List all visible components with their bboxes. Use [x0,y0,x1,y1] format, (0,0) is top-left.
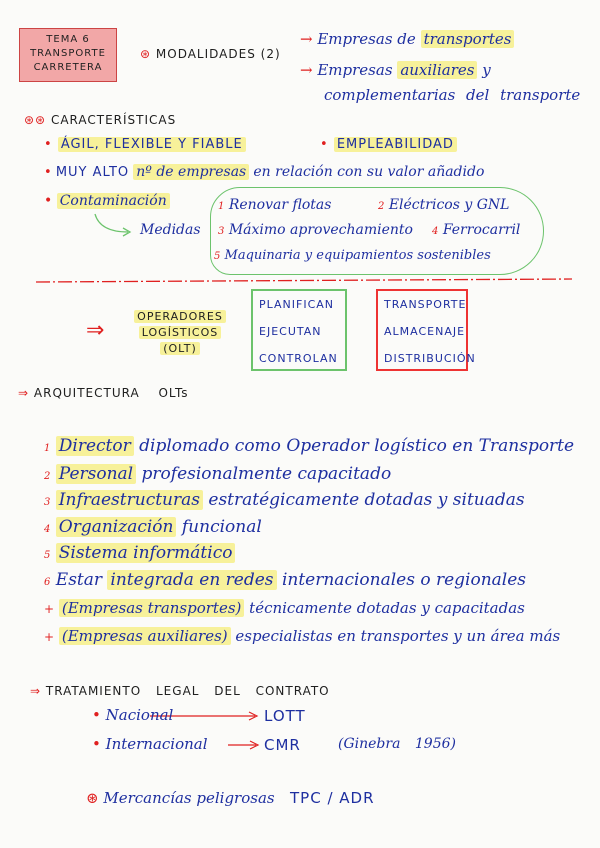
mercancias-label: Mercancías peligrosas [103,789,275,807]
red-box-item: TRANSPORTE [384,298,467,311]
modalidad-highlight: auxiliares [397,61,477,79]
operadores-arrow-icon: ⇒ [86,318,105,343]
car-text: EMPLEABILIDAD [334,137,457,152]
trat-item-2 [92,735,208,753]
arq-item-3 [44,490,525,510]
mercancias-code: TPC / ADR [290,789,375,807]
trat-code-1: LOTT [264,707,306,725]
title-line-2: TRANSPORTE [30,48,106,59]
bullet-dot-icon: • [320,137,329,152]
trat-label: Internacional [105,735,208,753]
star-bullet-icon: ⊛ [140,47,152,61]
arq-text: diplomado como Operador logístico en Transporte [139,436,575,456]
mercancias-row [86,789,275,807]
car-text: Contaminación [57,193,170,209]
trat-item-1 [92,706,173,724]
arrow-icon: → [300,61,313,79]
medida-text: Maquinaria y equipamientos sostenibles [224,248,491,263]
medida-text: Eléctricos y GNL [388,197,510,213]
bullet-dot-icon: • [92,735,101,753]
arq-highlight: Director [56,436,134,456]
arquitectura-label: ARQUITECTURA OLTs [33,386,189,400]
arq-text: Estar [55,570,103,590]
arq-num: 6 [44,577,51,588]
operadores-label [130,309,230,357]
star-bullet-icon: ⊛⊛ [24,113,47,127]
arq-item-7 [44,599,525,617]
arq-item-8 [44,627,560,645]
green-box-item: EJECUTAN [259,325,322,338]
arrow-icon: → [300,30,313,48]
car-text: ÁGIL, FLEXIBLE Y FIABLE [58,137,246,152]
bullet-dot-icon: • [92,706,101,724]
operadores-line: OPERADORES [134,310,226,323]
arquitectura-heading [18,386,189,400]
medida-num: 5 [214,251,221,262]
plus-icon: + [44,630,55,644]
tratamiento-label: TRATAMIENTO LEGAL DEL CONTRATO [45,684,330,698]
medida-num: 2 [378,201,385,212]
medida-text: Ferrocarril [442,222,521,238]
arq-num: 1 [44,443,51,454]
operadores-line: (OLT) [160,342,200,355]
bullet-dot-icon: • [44,137,53,152]
medida-num: 1 [218,201,225,212]
arq-item-4 [44,517,262,537]
arq-num: 3 [44,497,51,508]
arq-text: estratégicamente dotadas y situadas [208,490,525,510]
red-box-item: ALMACENAJE [384,325,466,338]
modalidad-text: y [482,61,491,79]
arq-highlight: integrada en redes [107,570,276,590]
plus-icon: + [44,602,55,616]
operadores-line: LOGÍSTICOS [139,326,221,339]
arq-text: profesionalmente capacitado [141,464,392,484]
arq-highlight: Sistema informático [56,543,236,563]
modalidad-text: Empresas de [317,30,416,48]
arrow-icon: ⇒ [18,386,30,400]
modalidades-label: MODALIDADES (2) [155,47,281,61]
bullet-dot-icon: • [44,165,52,180]
arq-item-1 [44,436,574,456]
car-text: en relación con su valor añadido [253,164,485,180]
green-box-item: PLANIFICAN [259,298,335,311]
arq-highlight: Infraestructuras [56,490,203,510]
tratamiento-heading [30,684,330,698]
arq-text: técnicamente dotadas y capacitadas [249,599,525,617]
green-box [251,289,347,371]
arq-text: internacionales o regionales [281,570,527,590]
car-highlight: nº de empresas [133,164,249,180]
star-bullet-icon: ⊛ [86,789,99,807]
trat-label: Nacional [105,706,174,724]
arq-item-6 [44,570,526,590]
arq-num: 2 [44,471,51,482]
modalidad-cont: complementarias del transporte [324,86,581,104]
trat-code-2: CMR [264,736,301,754]
arq-item-2 [44,464,391,484]
arq-highlight: Personal [56,464,136,484]
arq-text: especialistas en transportes y un área más [235,627,561,645]
arq-highlight: Organización [56,517,177,537]
caracteristicas-label: CARACTERÍSTICAS [50,113,177,127]
medida-num: 4 [432,226,439,237]
car-text: MUY ALTO [55,165,130,180]
green-box-item: CONTROLAN [259,352,338,365]
arq-num: 5 [44,550,51,561]
medidas-label: Medidas [140,222,201,238]
title-line-3: CARRETERA [33,62,103,73]
title-line-1: TEMA 6 [46,34,90,45]
medida-text: Renovar flotas [228,197,332,213]
arq-num: 4 [44,524,51,535]
modalidad-text: Empresas [317,61,393,79]
red-box [376,289,476,371]
red-box-item: DISTRIBUCIÓN [384,352,476,365]
arq-highlight: (Empresas transportes) [59,599,245,617]
arq-text: funcional [181,517,262,537]
trat-extra-2: (Ginebra 1956) [338,736,456,752]
arq-highlight: (Empresas auxiliares) [59,627,231,645]
modalidad-highlight: transportes [421,30,515,48]
bullet-dot-icon: • [44,193,53,209]
arq-item-5 [44,543,235,563]
arrow-icon: ⇒ [30,684,42,698]
medida-num: 3 [218,226,225,237]
medida-text: Máximo aprovechamiento [228,222,413,238]
